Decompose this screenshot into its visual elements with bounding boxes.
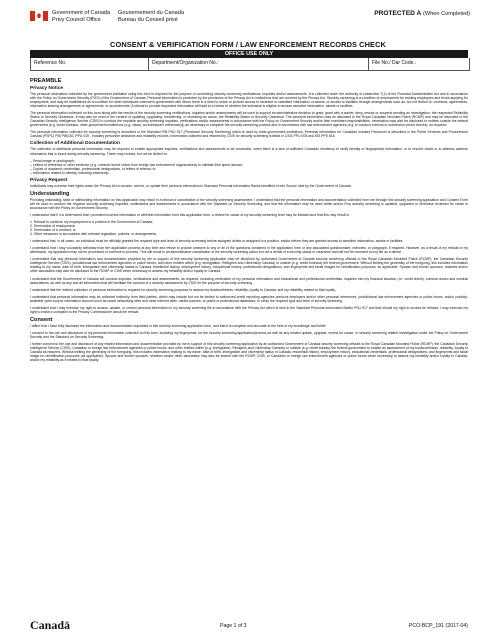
dept-en-line1: Government of Canada	[52, 10, 111, 16]
department-name-fr	[118, 10, 184, 23]
form-body	[30, 76, 468, 365]
classification: PROTECTED A	[374, 10, 422, 17]
page-footer	[30, 618, 468, 632]
paragraph: I understand that any personal information and documentation provided by me in support of this security screening application may be disclosed by authorized Government of Canada security screening officials to the Royal Canadian Mounted Police (RCMP), the Canadian Security Intelligence Service (CSIS), jurisdictional law enforcement agencies or police forces, and other entities within (e.g. Immigration, Refugees and Citizenship Canada) or outside (e.g. credit bureaus) the federal government. Without limiting the generality of the foregoing, this includes information relating to my name, date of birth, immigration and citizenship status in Canada, residential history, employment history, educational history, professional designations, and fingerprints and facial images for identification purposes, as applicable. Spouse and former spouses, relatives and/or other associates may also be disclosed to the RCMP or CSIS when necessary to assess my reliability and/or loyalty to Canada.	[30, 257, 468, 274]
dept-en-line2: Privy Council Office	[52, 16, 101, 23]
consequence-list: 1. Refusal to continue my employment in a position in the Government of Canada; 2. Termination of employment; 3. Termination of a contract; or 4. Other measures in accordance with relevant legislation, policies, or arrangements.	[30, 219, 158, 237]
collection-heading: Collection of Additional Documentation	[30, 141, 120, 147]
privacy-request-heading: Privacy Request	[30, 177, 68, 183]
consent-heading: Consent	[30, 316, 53, 323]
documentation-list: – Penal image or photograph; – Letters of reference or other evidence (e.g. criminal record check from foreign law enforcement organizations) to validate time spent abroad; – Copies of academic credentials, professional designations, or letters of referral; or – Information related to identity, including citizenship.	[30, 158, 243, 175]
reference-row	[30, 58, 470, 71]
department-field[interactable]: Department/Organization No.:	[149, 58, 369, 70]
paragraph: Providing misleading, false or withholding information on this application may result in a refusal or cancellation of the security screening assessment. I understand that the personal information and documentation collected from me through this security screening application and Consent Form will be used to conduct the required security screening inquiries, verifications and assessments in accordance with the Standard on Security Screening, and that the information may be used within and/or Fmy security screening is updated, upgraded or otherwise reviewed for cause in accordance with the Policy on Government Security.	[30, 197, 468, 210]
form-number: PCO-BCP_191 (2017-04)	[408, 623, 468, 629]
paragraph: The personal information collected by the government institution using this form is required for the purpose of conducting security screening verifications, inquiries and/or assessments. It is collected under the authority of subsection 7(1) of the Financial Administration Act and in accordance with the Policy on Government Security (PGS) of the Government of Canada. Personal information is protected by the provisions of the Privacy Act in institutions that are covered by the Privacy Act. Security screening is a condition of employment for existing employees and those applying for employment, and may be established as a condition for other individuals external to government with whom there is a need to share or provide access to sensitive or classified information or assets, or access to facilities through arrangements such as, but not limited to, contracts, agreements, information sharing arrangements or agreements, or secondments. A refusal to provide requested information will lead to a review of whether the individual is eligible to access sensitive information, assets or facilities.	[30, 92, 468, 109]
paragraph: I understand that I may voluntarily withdraw from the application process at any time and refuse to provide answers to any or all of the questions contained in the application form or any associated questionnaire, interview, or polygraph, if required. However, as a result of my refusal or my withdrawal, my application may not be processed or continue to process. This will result in an administrative cancellation of the security screening action but not a denial of a security status or clearance and will not be recorded on my file as a denial.	[30, 246, 468, 255]
paragraph: I affirm that I have fully disclosed the information and documentation requested in this security screening application form, and that it is complete and accurate to the best of my knowledge and belief.	[30, 323, 327, 328]
classification-note: (When Completed)	[423, 11, 470, 17]
paragraph: I understand that, in all cases, an individual must be officially granted the required type and level of security screening before assigned duties or assigned to a position, and/or before they are granted access to sensitive information, assets or facilities.	[30, 239, 404, 244]
privacy-notice-heading: Privacy Notice	[30, 86, 64, 91]
office-use-bar: OFFICE USE ONLY	[30, 50, 468, 58]
paragraph: I further consent to the use and disclosure of any related information and documentation provided by me in support of this security screening application by an authorized Government of Canada security screening officials to the Royal Canadian Mounted Police (RCMP), the Canadian Security Intelligence Service (CSIS), Canadian or foreign law enforcement agencies or police forces, and other entities within (e.g. Immigration, Refugees and Citizenship Canada) or outside (e.g. credit bureau) the federal government to enable an assessment of my trustworthiness, reliability, loyalty to Canada as required. Without limiting the generality of the foregoing, this includes information relating to my name, date of birth, immigration and citizenship status in Canada, residential history, employment history, educational credentials, professional designations, and fingerprints and facial image for identification purposes (as applicable). Spouse and former spouses, relatives and/or other associates may also be shared with the RCMP, CSIS, or Canadian or foreign law enforcement agencies or police forces when necessary to assess my reliability and/or loyalty to Canada, and/or my reliability as it relates to that loyalty.	[30, 341, 468, 363]
canada-wordmark: Canadä	[30, 618, 71, 632]
reference-field[interactable]: Reference No.	[31, 58, 149, 70]
canada-flag-icon	[30, 11, 48, 21]
paragraph: I understand that the indirect collection of personal information is required for security screening purposes to assess my trustworthiness, reliability, loyalty to Canada, and my reliability related to that loyalty.	[30, 287, 336, 292]
paragraph: The collection of additional personal information may be required to enable appropriate inquiries, verifications and assessments to be conducted, when there is a lack of sufficient Canadian residency to verify identity or biographical information, or to resolve doubt or to address adverse information that is found during security screening. These may include, but not be limited to:	[30, 147, 468, 156]
page-number: Page 1 of 3	[220, 623, 247, 629]
paragraph: I understand that if it is determined that I provided incorrect information or withheld information from this application form, a review for cause of my security screening level may be initiated and that this may result in:	[30, 212, 350, 217]
file-field[interactable]: File No./ Dar Code.:	[372, 60, 417, 66]
paragraph: The personal information collected on this form along with the results of the security screening verifications, inquiries and/or assessments will be used to support an administrative decision to grant, grant with a waiver, deny, revoke or suspend pending an investigation, the requested Reliability Status or Security Clearance. It may also be used in the context of updating, upgrading, transferring, or reviewing for cause, the Reliability Status or Security Clearance. The personal information may be disclosed to the Royal Canadian Mounted Police (RCMP) and may be disclosed to the Canadian Security Intelligence Service (CSIS) to conduct the requisite security screening inquiries, verifications and/or assessments in accordance with the Policy on Government Security and/or their mandated responsibilities. Information may also be disclosed to entities outside the federal government (e.g. credit bureaus, other government institutions (e.g. visas), an individual's reference(s)) as necessary to complete the security screening process and in accordance with law enforcement agencies (e.g. to conduct criminal or subversion vector checks), as required.	[30, 111, 468, 128]
government-header	[30, 10, 470, 36]
understanding-heading: Understanding	[30, 190, 70, 197]
department-name-en	[52, 10, 110, 23]
classification-label	[374, 10, 470, 17]
paragraph: Individuals may exercise their rights under the Privacy Act to access, correct, or update their personal information in Standard Personal Information Banks identified in Info Source held by the Government of Canada.	[30, 183, 352, 188]
paragraph: The personal information collected for security screening is described in the Standard PIB PSU 917 (Personnel Security Screening) which is used by most government institutions. Personal information for Canadian Industry Personnel is described in the Public Services and Procurement Canada (PSPC) PIB PWGSC PPU 015 - Industry personnel clearance and reliability records. Information collected and retained by CSIS for security screening is listed in CSIS PPU 005 and SIS PPE 815.	[30, 130, 468, 139]
paragraph: I understand that the Government of Canada will conduct inquiries, verifications and assessments, as required, including verification of my personal information and educational and professional credentials, inquiries into my financial situation (i.e. credit check), criminal record and criminal associations, as well as any and all information that will facilitate the conduct of a security assessment by CSIS for the purpose of security screening.	[30, 276, 468, 285]
paragraph: I consent to the use and disclosure of my personal information collected on this form, including my fingerprints, for the security screening application/process as well as any related update, upgrade, review for cause, or security screening related investigation under the Policy on Government Security and the Standard on Security Screening.	[30, 330, 468, 339]
paragraph: I understand that personal information may be collected indirectly from third parties, which may include but not be limited to authorized credit reporting agencies previous employers and/or other personal references, jurisdictional law enforcement agencies or police forces, and/or publicly-available open-source information sources such as social networking sites and other Internet sites, media sources, or public or professional databases, to verify the required type and level of security screening.	[30, 294, 468, 303]
dept-fr-line2: Bureau du Conseil privé	[118, 16, 178, 23]
preamble-heading: PREAMBLE	[30, 78, 62, 84]
paragraph: I understand that I may exercise my right to access, update, or correct personal information in my security screening file in accordance with the Privacy Act which is held in the Standard Personal Information Banks PSU 917 and that should my right to access be refused, I may exercise my right to make a complaint to the Privacy Commissioner about the refusal.	[30, 305, 468, 314]
form-title: CONSENT & VERIFICATION FORM / LAW ENFORCEMENT RECORDS CHECK	[110, 40, 386, 49]
dept-fr-line1: Gouvernement du Canada	[118, 10, 184, 16]
